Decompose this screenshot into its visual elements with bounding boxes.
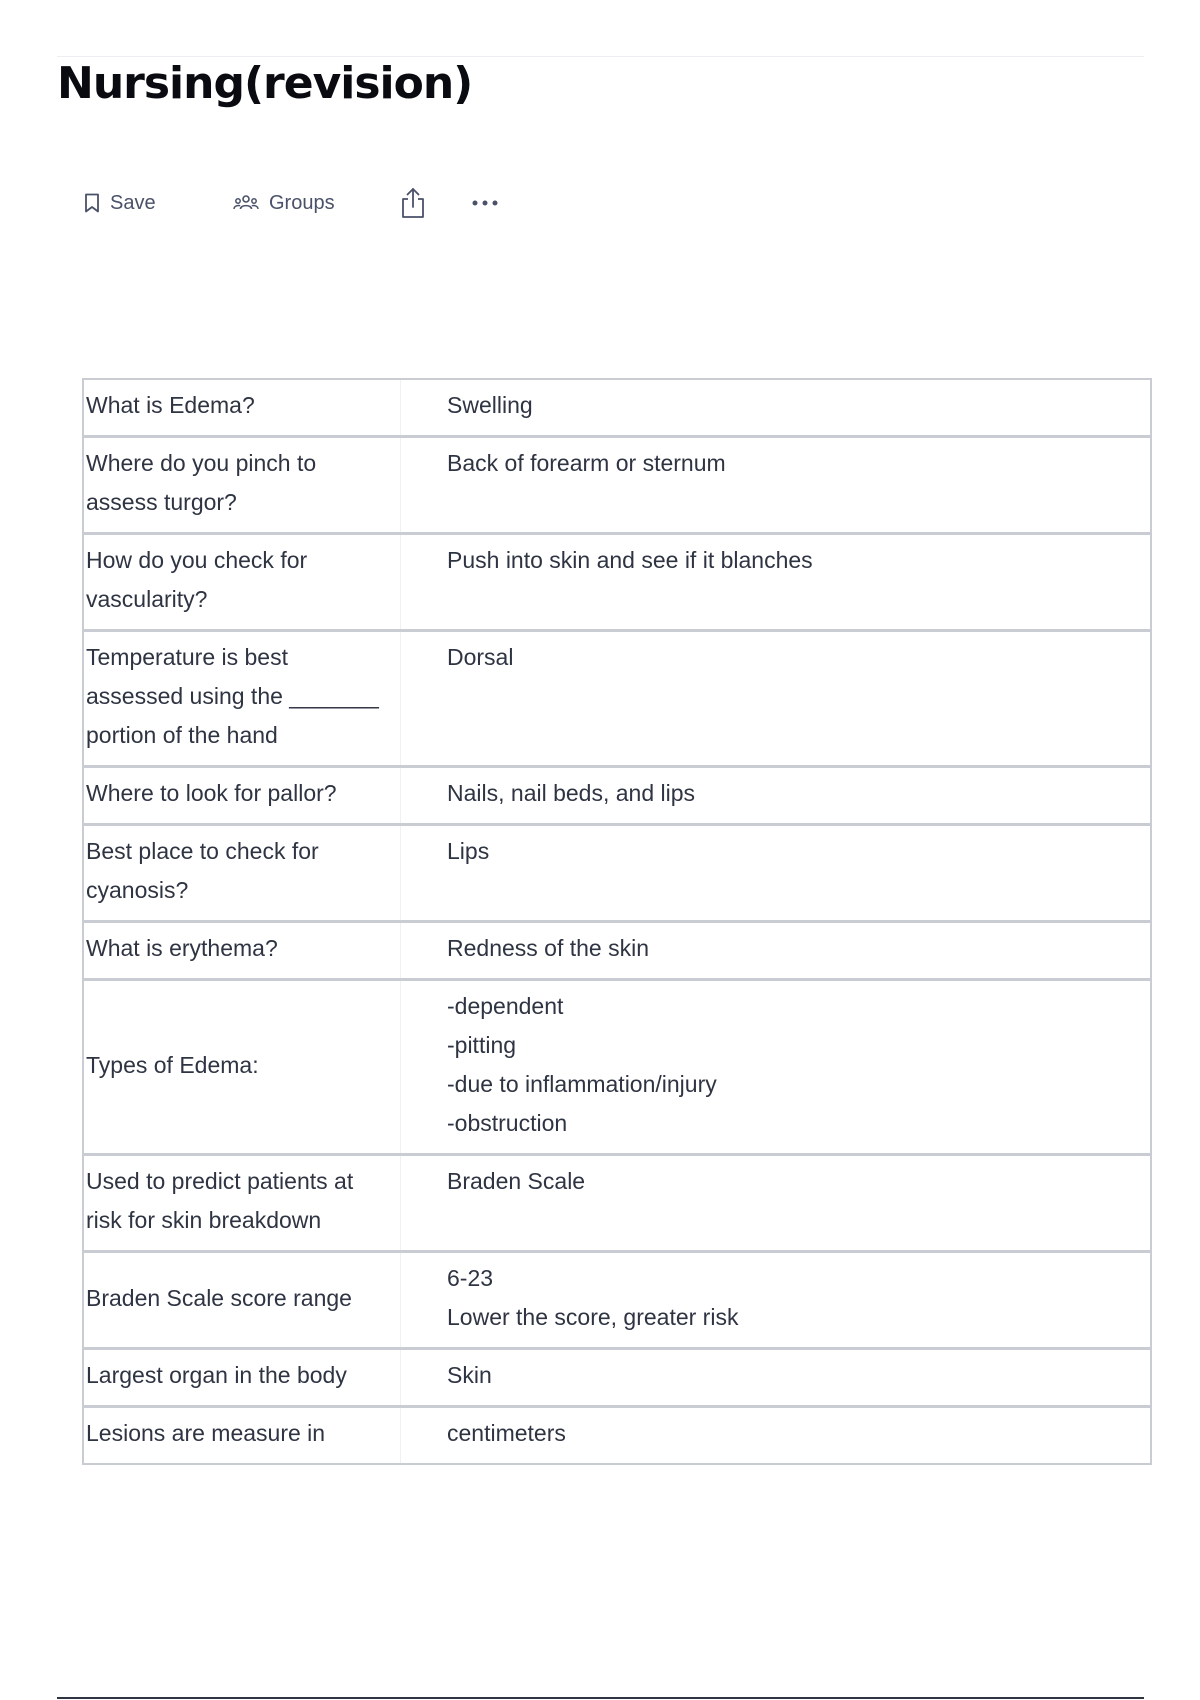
definition-line: Dorsal (447, 644, 514, 670)
definition-cell (401, 534, 1152, 631)
table-row (83, 631, 1151, 767)
save-label: Save (110, 191, 156, 214)
definition-line: -dependent (447, 993, 564, 1019)
definition-cell (401, 922, 1152, 980)
table-row (83, 1155, 1151, 1252)
definition-line: Nails, nail beds, and lips (447, 780, 696, 806)
definition-cell (401, 1155, 1152, 1252)
term-cell: Where to look for pallor? (83, 767, 401, 825)
table-row (83, 379, 1151, 437)
groups-label: Groups (269, 191, 335, 214)
definition-cell (401, 379, 1152, 437)
table-row (83, 825, 1151, 922)
table-row (83, 1407, 1151, 1465)
table-row (83, 534, 1151, 631)
definition-cell (401, 980, 1152, 1155)
term-cell: Best place to check for cyanosis? (83, 825, 401, 922)
term-cell: Largest organ in the body (83, 1349, 401, 1407)
definition-line: -obstruction (447, 1110, 568, 1136)
term-cell: How do you check for vascularity? (83, 534, 401, 631)
definition-cell (401, 1407, 1152, 1465)
definition-line: Back of forearm or sternum (447, 450, 726, 476)
bookmark-icon (84, 193, 100, 213)
definition-cell (401, 1349, 1152, 1407)
flashcard-table (82, 378, 1152, 1465)
term-cell: Braden Scale score range (83, 1252, 401, 1349)
share-icon (400, 187, 426, 219)
definition-line: Skin (447, 1362, 492, 1388)
definition-line: Push into skin and see if it blanches (447, 547, 813, 573)
definition-cell (401, 767, 1152, 825)
table-row (83, 980, 1151, 1155)
top-divider (57, 56, 1144, 57)
term-cell: Temperature is best assessed using the _______ portion of the hand (83, 631, 401, 767)
definition-cell (401, 437, 1152, 534)
definition-line: 6-23 (447, 1265, 494, 1291)
page-title: Nursing(revision) (57, 58, 473, 109)
table-row (83, 1349, 1151, 1407)
bottom-divider (57, 1697, 1144, 1699)
definition-line: Lips (447, 838, 490, 864)
table-row (83, 767, 1151, 825)
definition-cell (401, 825, 1152, 922)
term-cell: What is erythema? (83, 922, 401, 980)
table-row (83, 437, 1151, 534)
groups-button[interactable] (233, 186, 400, 220)
term-cell: Lesions are measure in (83, 1407, 401, 1465)
share-button[interactable] (400, 186, 470, 220)
groups-icon (233, 194, 259, 212)
more-options-button[interactable] (470, 186, 510, 220)
term-cell: Where do you pinch to assess turgor? (83, 437, 401, 534)
toolbar (84, 186, 510, 220)
more-icon (470, 199, 500, 207)
term-cell: What is Edema? (83, 379, 401, 437)
definition-line: Swelling (447, 392, 533, 418)
definition-line: Braden Scale (447, 1168, 586, 1194)
definition-line: Lower the score, greater risk (447, 1304, 739, 1330)
definition-cell (401, 631, 1152, 767)
table-row (83, 1252, 1151, 1349)
definition-line: -due to inflammation/injury (447, 1071, 717, 1097)
definition-line: Redness of the skin (447, 935, 650, 961)
definition-line: -pitting (447, 1032, 517, 1058)
table-row (83, 922, 1151, 980)
definition-cell (401, 1252, 1152, 1349)
definition-line: centimeters (447, 1420, 566, 1446)
save-button[interactable] (84, 186, 233, 220)
term-cell: Types of Edema: (83, 980, 401, 1155)
term-cell: Used to predict patients at risk for skin breakdown (83, 1155, 401, 1252)
